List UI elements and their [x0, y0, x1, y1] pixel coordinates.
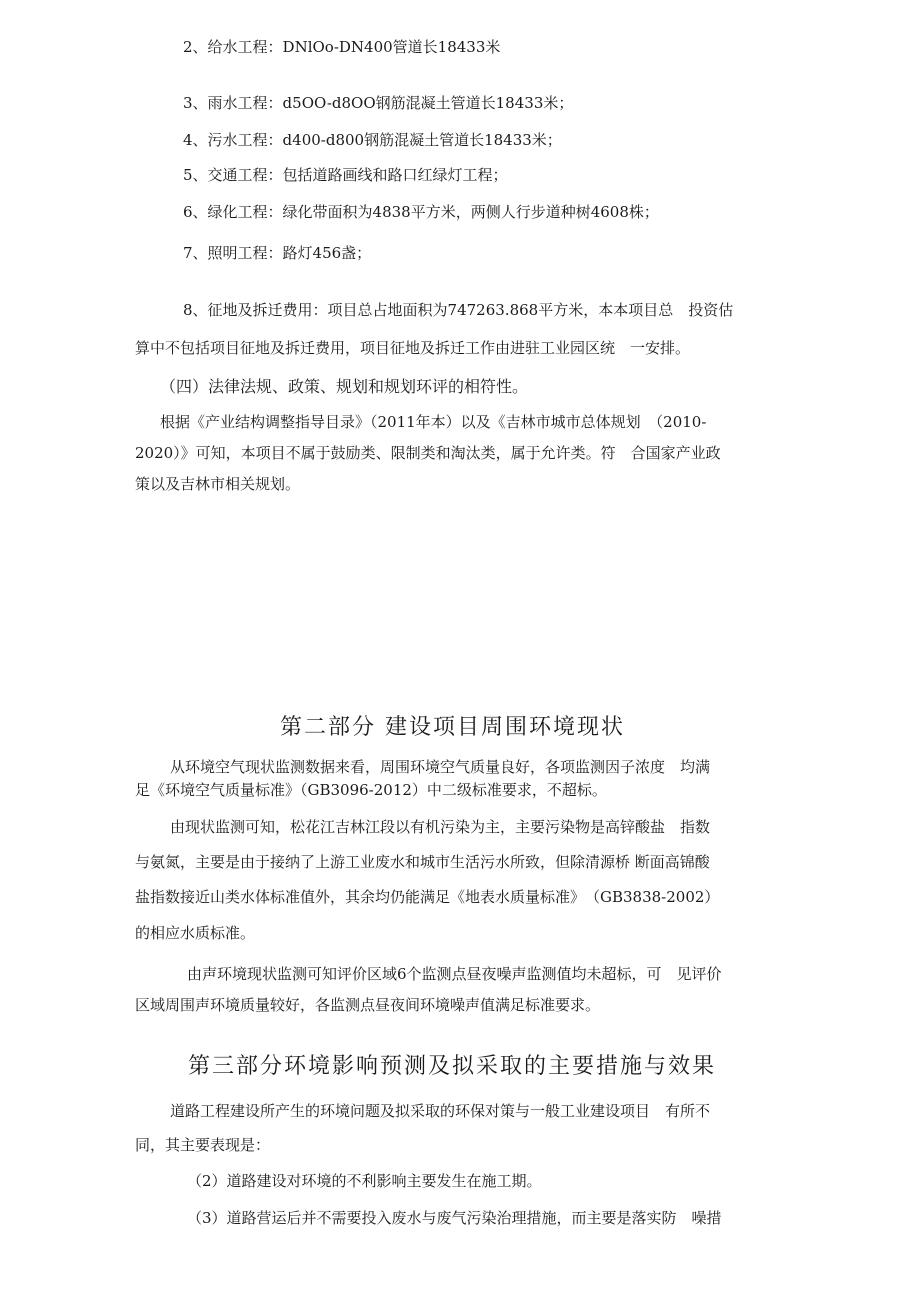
list-item-operation-measures: （3）道路营运后并不需要投入废水与废气污染治理措施，而主要是落实防 噪措	[187, 1209, 722, 1227]
paragraph-compliance-line3: 策以及吉林市相关规划。	[135, 475, 301, 493]
part-three-title: 第三部分环境影响预测及拟采取的主要措施与效果	[188, 1054, 717, 1079]
list-item-construction-impact: （2）道路建设对环境的不利影响主要发生在施工期。	[187, 1172, 542, 1190]
list-item-water-supply: 2、给水工程：DNlOo-DN400管道长18433米	[183, 38, 501, 56]
paragraph-compliance-line1: 根据《产业结构调整指导目录》（2011年本）以及《吉林市城市总体规划 （2010-	[160, 413, 707, 431]
paragraph-noise-line2: 区域周围声环境质量较好，各监测点昼夜间环境噪声值满足标准要求。	[135, 996, 601, 1014]
paragraph-water-line2: 与氨氮，主要是由于接纳了上游工业废水和城市生活污水所致，但除清源桥 断面高锦酸	[135, 853, 710, 871]
paragraph-compliance-line2: 2020）》可知，本项目不属于鼓励类、限制类和淘汰类，属于允许类。符 合国家产业政	[135, 444, 721, 462]
paragraph-water-line3: 盐指数接近山类水体标准值外，其余均仍能满足《地表水质量标准》 （GB3838-2002）	[135, 888, 720, 906]
part-two-title: 第二部分 建设项目周围环境现状	[280, 715, 625, 740]
paragraph-noise-line1: 由声环境现状监测可知评价区域6个监测点昼夜噪声监测值均未超标，可 见评价	[187, 965, 722, 983]
paragraph-road-impact-line2: 同，其主要表现是：	[135, 1136, 271, 1154]
paragraph-water-line1: 由现状监测可知，松花江吉林江段以有机污染为主，主要污染物是高锌酸盐 指数	[170, 818, 711, 836]
list-item-greening: 6、绿化工程：绿化带面积为4838平方米，两侧人行步道种树4608株；	[183, 203, 659, 221]
paragraph-air-line1: 从环境空气现状监测数据来看，周围环境空气质量良好，各项监测因子浓度 均满	[170, 758, 711, 776]
paragraph-air-line2: 足《环境空气质量标准》（GB3096-2012）中二级标准要求，不超标。	[135, 781, 607, 799]
list-item-lighting: 7、照明工程：路灯456盏；	[183, 244, 372, 262]
list-item-rainwater: 3、雨水工程：d5OO-d8OO钢筋混凝土管道长18433米；	[183, 94, 574, 112]
paragraph-water-line4: 的相应水质标准。	[135, 924, 256, 942]
paragraph-land-acquisition-line2: 算中不包括项目征地及拆迁费用，项目征地及拆迁工作由进驻工业园区统 一安排。	[135, 339, 691, 357]
list-item-traffic: 5、交通工程：包括道路画线和路口红绿灯工程；	[183, 166, 508, 184]
paragraph-land-acquisition-line1: 8、征地及拆迁费用：项目总占地面积为747263.868平方米，本本项目总 投资估	[183, 301, 734, 319]
section-heading-compliance: （四）法律法规、政策、规划和规划环评的相符性。	[160, 377, 529, 396]
list-item-sewage: 4、污水工程：d400-d800钢筋混凝土管道长18433米；	[183, 131, 562, 149]
paragraph-road-impact-line1: 道路工程建设所产生的环境问题及拟采取的环保对策与一般工业建设项目 有所不	[170, 1102, 711, 1120]
